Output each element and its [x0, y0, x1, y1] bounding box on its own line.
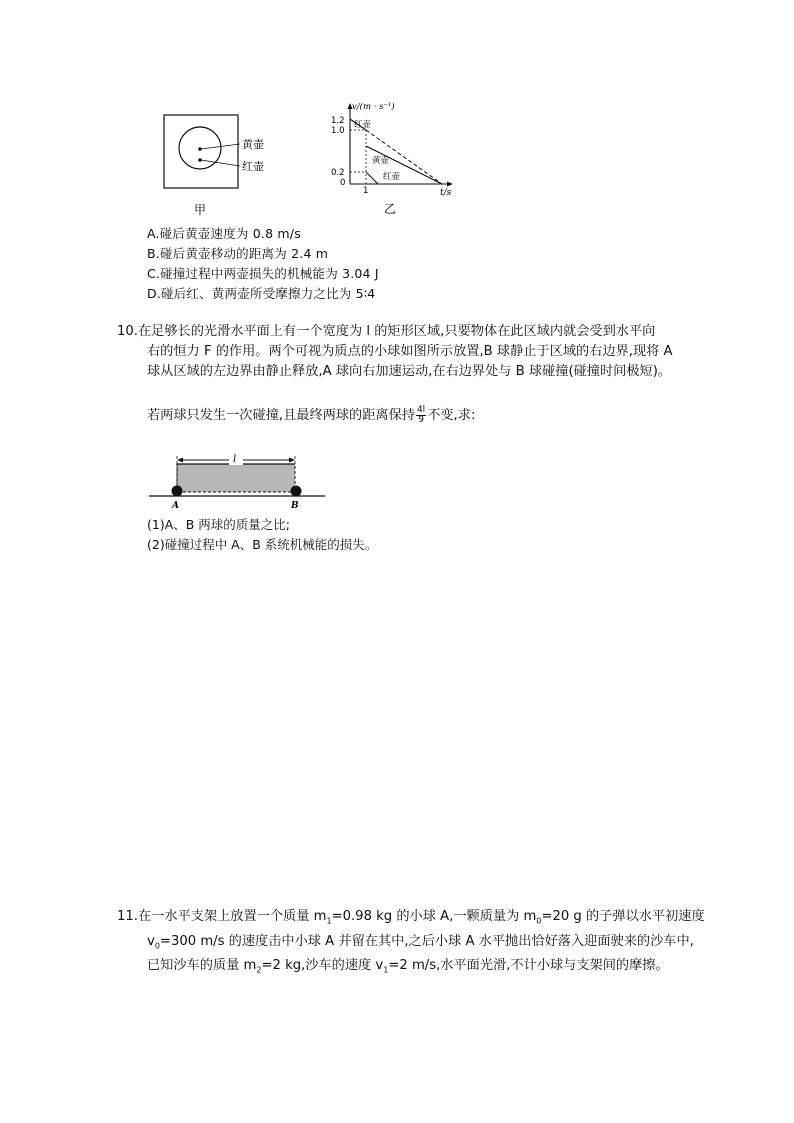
q10-line-3: 球从区域的左边界由静止释放,A 球向右加速运动,在右边界处与 B 球碰撞(碰撞时间极短)。 — [147, 364, 672, 379]
question-11 — [117, 907, 717, 981]
tick-0: 0 — [340, 178, 346, 188]
q10-sub-1: (1)A、B 两球的质量之比; — [147, 517, 291, 532]
q11-line-1: 11.在一水平支架上放置一个质量 $m_1=0.98$ kg 的小球 A,一颗质量为 $m_0=20$ g 的子弹以水平初速度 — [117, 909, 705, 926]
label-yellow-pot: 黄壶 — [242, 138, 264, 151]
fraction-4l-over-9: $\frac{4l}{9}$ — [416, 404, 426, 425]
figure-q10 — [145, 448, 330, 510]
caption-yi: 乙 — [384, 202, 397, 216]
q9-option-d: D.碰后红、黄两壶所受摩擦力之比为 5∶4 — [147, 286, 376, 301]
label-red-pot: 红壶 — [242, 160, 264, 173]
question-10 — [117, 322, 717, 382]
figure-jia — [160, 108, 280, 218]
q9-option-c: C.碰撞过程中两壶损失的机械能为 3.04 J — [147, 266, 379, 281]
tick-0.2: 0.2 — [331, 168, 345, 178]
q10-line-2: 右的恒力 F 的作用。两个可视为质点的小球如图所示放置,B 球静止于区域的右边界,现将 A — [147, 344, 673, 359]
q11-line-2: $v_0=300$ m/s 的速度击中小球 A 并留在其中,之后小球 A 水平抛出恰好落入迎面驶来的沙车中, — [147, 933, 694, 951]
yi-y-label: v/(m · s⁻¹) — [352, 102, 395, 112]
caption-jia: 甲 — [194, 203, 207, 217]
tick-1: 1 — [363, 186, 369, 196]
q10-line-1: 10.在足够长的光滑水平面上有一个宽度为 l 的矩形区域,只要物体在此区域内就会受到水平向 — [117, 324, 656, 339]
ball-b — [291, 486, 302, 497]
figure-yi — [328, 100, 468, 218]
force-region — [177, 464, 295, 492]
yi-x-label: t/s — [440, 188, 452, 198]
label-a: A — [172, 501, 179, 510]
q11-line-3: 已知沙车的质量 $m_2=2$ kg,沙车的速度 $v_1=2$ m/s,水平面光滑,不计小球与支架间的摩擦。 — [147, 958, 669, 975]
tick-1.2: 1.2 — [331, 116, 345, 126]
yi-label-red-top: 红壶 — [354, 120, 372, 130]
label-b: B — [291, 501, 299, 510]
ball-a — [172, 486, 183, 497]
q10-line-4: 若两球只发生一次碰撞,且最终两球的距离保持 $\frac{4l}{9}$ 不变,求: — [147, 404, 476, 425]
q9-option-b: B.碰后黄壶移动的距离为 2.4 m — [147, 246, 329, 261]
q9-option-a: A.碰后黄壶速度为 0.8 m/s — [147, 226, 301, 241]
yi-label-yellow: 黄壶 — [372, 156, 390, 166]
q10-sub-2: (2)碰撞过程中 A、B 系统机械能的损失。 — [147, 537, 378, 552]
jia-square — [164, 115, 238, 188]
label-l: l — [233, 454, 237, 465]
red-pot-after-line — [366, 172, 378, 184]
yi-label-red-bottom: 红壶 — [383, 172, 401, 182]
tick-1.0: 1.0 — [331, 126, 345, 136]
